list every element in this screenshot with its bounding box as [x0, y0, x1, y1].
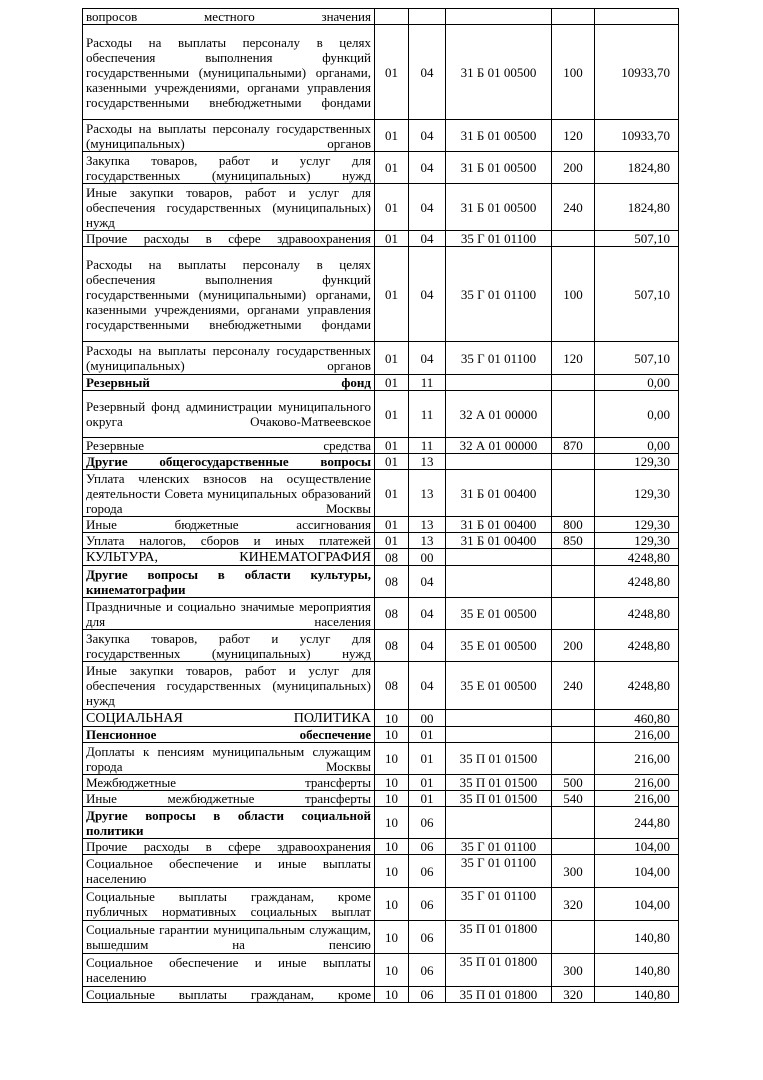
subsection-code-cell: 11 [409, 391, 446, 438]
name-cell: Уплата налогов, сборов и иных платежей [83, 533, 375, 549]
amount-cell: 129,30 [595, 470, 679, 517]
amount-cell: 140,80 [595, 921, 679, 954]
expense-type-cell [552, 231, 595, 247]
section-code-cell: 01 [375, 391, 409, 438]
amount-cell: 140,80 [595, 954, 679, 987]
amount-cell: 10933,70 [595, 120, 679, 152]
table-row [83, 120, 679, 152]
table-row [83, 533, 679, 549]
expense-type-cell: 240 [552, 662, 595, 710]
section-code-cell: 10 [375, 727, 409, 743]
name-cell: Иные межбюджетные трансферты [83, 791, 375, 807]
expense-type-cell [552, 470, 595, 517]
subsection-code-cell: 13 [409, 470, 446, 517]
table-row [83, 888, 679, 921]
target-article-cell: 35 Е 01 00500 [446, 598, 552, 630]
amount-cell: 140,80 [595, 987, 679, 1003]
subsection-code-cell: 04 [409, 152, 446, 184]
expense-type-cell: 200 [552, 152, 595, 184]
target-article-cell: 35 Г 01 01100 [446, 855, 552, 888]
name-cell: Уплата членских взносов на осуществление деятельности Совета муниципальных образований города Москвы [83, 470, 375, 517]
expense-type-cell: 320 [552, 987, 595, 1003]
table-row [83, 987, 679, 1003]
section-code-cell: 01 [375, 25, 409, 120]
target-article-cell [446, 9, 552, 25]
amount-cell: 507,10 [595, 247, 679, 342]
amount-cell: 104,00 [595, 839, 679, 855]
expense-type-cell: 300 [552, 855, 595, 888]
name-cell: Прочие расходы в сфере здравоохранения [83, 231, 375, 247]
subsection-code-cell: 01 [409, 743, 446, 775]
amount-cell: 104,00 [595, 888, 679, 921]
section-code-cell: 10 [375, 921, 409, 954]
amount-cell: 10933,70 [595, 25, 679, 120]
amount-cell: 244,80 [595, 807, 679, 839]
target-article-cell: 31 Б 01 00500 [446, 120, 552, 152]
subsection-code-cell: 01 [409, 791, 446, 807]
name-cell: Социальное обеспечение и иные выплаты населению [83, 954, 375, 987]
subsection-code-cell: 06 [409, 987, 446, 1003]
table-row [83, 921, 679, 954]
section-code-cell: 10 [375, 987, 409, 1003]
target-article-cell: 35 П 01 01800 [446, 921, 552, 954]
expense-type-cell [552, 598, 595, 630]
target-article-cell: 35 Г 01 01100 [446, 231, 552, 247]
budget-table-body [83, 9, 679, 1003]
subsection-code-cell: 01 [409, 727, 446, 743]
name-cell: Резервные средства [83, 438, 375, 454]
subsection-code-cell: 13 [409, 454, 446, 470]
section-code-cell: 01 [375, 454, 409, 470]
table-row [83, 184, 679, 231]
target-article-cell: 35 Г 01 01100 [446, 839, 552, 855]
name-cell: Другие общегосударственные вопросы [83, 454, 375, 470]
section-code-cell: 01 [375, 120, 409, 152]
name-cell: Расходы на выплаты персоналу государственных (муниципальных) органов [83, 120, 375, 152]
table-row [83, 438, 679, 454]
subsection-code-cell: 04 [409, 25, 446, 120]
expense-type-cell: 100 [552, 25, 595, 120]
name-cell: Социальное обеспечение и иные выплаты населению [83, 855, 375, 888]
target-article-cell [446, 566, 552, 598]
table-row [83, 710, 679, 727]
expense-type-cell [552, 727, 595, 743]
target-article-cell: 35 Е 01 00500 [446, 662, 552, 710]
expense-type-cell [552, 9, 595, 25]
amount-cell: 216,00 [595, 727, 679, 743]
target-article-cell: 35 П 01 01500 [446, 775, 552, 791]
expense-type-cell [552, 391, 595, 438]
name-cell: Другие вопросы в области культуры, кинематографии [83, 566, 375, 598]
expense-type-cell: 850 [552, 533, 595, 549]
section-code-cell: 01 [375, 152, 409, 184]
amount-cell: 129,30 [595, 517, 679, 533]
target-article-cell: 31 Б 01 00400 [446, 517, 552, 533]
section-code-cell: 08 [375, 598, 409, 630]
name-cell: Социальные выплаты гражданам, кроме публичных нормативных социальных выплат [83, 888, 375, 921]
target-article-cell: 35 Е 01 00500 [446, 630, 552, 662]
amount-cell: 216,00 [595, 791, 679, 807]
amount-cell: 1824,80 [595, 184, 679, 231]
expense-type-cell: 200 [552, 630, 595, 662]
table-row [83, 375, 679, 391]
amount-cell [595, 9, 679, 25]
table-row [83, 807, 679, 839]
subsection-code-cell: 04 [409, 231, 446, 247]
name-cell: СОЦИАЛЬНАЯ ПОЛИТИКА [83, 710, 375, 727]
table-row [83, 954, 679, 987]
name-cell: Праздничные и социально значимые мероприятия для населения [83, 598, 375, 630]
name-cell: Закупка товаров, работ и услуг для государственных (муниципальных) нужд [83, 152, 375, 184]
target-article-cell: 35 П 01 01500 [446, 743, 552, 775]
table-row [83, 855, 679, 888]
amount-cell: 216,00 [595, 775, 679, 791]
section-code-cell: 08 [375, 630, 409, 662]
amount-cell: 4248,80 [595, 549, 679, 566]
target-article-cell: 31 Б 01 00500 [446, 184, 552, 231]
subsection-code-cell: 04 [409, 120, 446, 152]
name-cell: Другие вопросы в области социальной политики [83, 807, 375, 839]
table-row [83, 839, 679, 855]
section-code-cell [375, 9, 409, 25]
target-article-cell: 35 Г 01 01100 [446, 888, 552, 921]
table-row [83, 549, 679, 566]
table-row [83, 775, 679, 791]
name-cell: Расходы на выплаты персоналу в целях обеспечения выполнения функций государственными (муниципальными) органами, казенными учреждениями, органами управления государственными внебюджетными фондами [83, 25, 375, 120]
table-row [83, 598, 679, 630]
section-code-cell: 10 [375, 839, 409, 855]
subsection-code-cell: 11 [409, 438, 446, 454]
expense-type-cell: 120 [552, 342, 595, 375]
table-row [83, 566, 679, 598]
expense-type-cell [552, 566, 595, 598]
name-cell: Прочие расходы в сфере здравоохранения [83, 839, 375, 855]
section-code-cell: 01 [375, 517, 409, 533]
section-code-cell: 10 [375, 775, 409, 791]
table-row [83, 454, 679, 470]
expense-type-cell [552, 839, 595, 855]
section-code-cell: 10 [375, 855, 409, 888]
table-row [83, 791, 679, 807]
name-cell: Резервный фонд администрации муниципального округа Очаково-Матвеевское [83, 391, 375, 438]
subsection-code-cell: 06 [409, 888, 446, 921]
table-row [83, 662, 679, 710]
name-cell: Межбюджетные трансферты [83, 775, 375, 791]
target-article-cell: 32 А 01 00000 [446, 391, 552, 438]
subsection-code-cell: 04 [409, 566, 446, 598]
section-code-cell: 10 [375, 791, 409, 807]
name-cell: Доплаты к пенсиям муниципальным служащим города Москвы [83, 743, 375, 775]
table-row [83, 727, 679, 743]
subsection-code-cell: 13 [409, 533, 446, 549]
subsection-code-cell: 04 [409, 598, 446, 630]
subsection-code-cell: 00 [409, 549, 446, 566]
section-code-cell: 10 [375, 743, 409, 775]
name-cell: Социальные гарантии муниципальным служащим, вышедшим на пенсию [83, 921, 375, 954]
section-code-cell: 08 [375, 566, 409, 598]
table-row [83, 247, 679, 342]
table-row [83, 25, 679, 120]
section-code-cell: 10 [375, 888, 409, 921]
name-cell: Резервный фонд [83, 375, 375, 391]
table-row [83, 630, 679, 662]
section-code-cell: 01 [375, 470, 409, 517]
subsection-code-cell: 11 [409, 375, 446, 391]
amount-cell: 4248,80 [595, 598, 679, 630]
section-code-cell: 01 [375, 231, 409, 247]
expense-type-cell: 500 [552, 775, 595, 791]
expense-type-cell: 120 [552, 120, 595, 152]
expense-type-cell [552, 743, 595, 775]
target-article-cell: 31 Б 01 00500 [446, 152, 552, 184]
subsection-code-cell: 06 [409, 954, 446, 987]
table-row [83, 391, 679, 438]
expense-type-cell: 540 [552, 791, 595, 807]
expense-type-cell: 320 [552, 888, 595, 921]
expense-type-cell [552, 807, 595, 839]
expense-type-cell: 800 [552, 517, 595, 533]
amount-cell: 0,00 [595, 375, 679, 391]
subsection-code-cell: 04 [409, 662, 446, 710]
name-cell: Расходы на выплаты персоналу в целях обеспечения выполнения функций государственными (муниципальными) органами, казенными учреждениями, органами управления государственными внебюджетными фондами [83, 247, 375, 342]
expense-type-cell: 300 [552, 954, 595, 987]
expense-type-cell [552, 549, 595, 566]
name-cell: Иные закупки товаров, работ и услуг для обеспечения государственных (муниципальных) нужд [83, 662, 375, 710]
table-row [83, 9, 679, 25]
table-row [83, 152, 679, 184]
amount-cell: 460,80 [595, 710, 679, 727]
section-code-cell: 01 [375, 184, 409, 231]
amount-cell: 4248,80 [595, 662, 679, 710]
section-code-cell: 01 [375, 438, 409, 454]
subsection-code-cell: 13 [409, 517, 446, 533]
expense-type-cell: 870 [552, 438, 595, 454]
name-cell: Иные закупки товаров, работ и услуг для обеспечения государственных (муниципальных) нужд [83, 184, 375, 231]
section-code-cell: 10 [375, 710, 409, 727]
amount-cell: 0,00 [595, 438, 679, 454]
expense-type-cell [552, 375, 595, 391]
subsection-code-cell: 04 [409, 342, 446, 375]
section-code-cell: 08 [375, 662, 409, 710]
amount-cell: 4248,80 [595, 630, 679, 662]
subsection-code-cell: 06 [409, 839, 446, 855]
subsection-code-cell: 04 [409, 630, 446, 662]
section-code-cell: 10 [375, 954, 409, 987]
subsection-code-cell: 04 [409, 184, 446, 231]
subsection-code-cell: 06 [409, 855, 446, 888]
target-article-cell: 35 Г 01 01100 [446, 342, 552, 375]
name-cell: Социальные выплаты гражданам, кроме [83, 987, 375, 1003]
amount-cell: 0,00 [595, 391, 679, 438]
target-article-cell: 35 П 01 01800 [446, 954, 552, 987]
expense-type-cell: 240 [552, 184, 595, 231]
subsection-code-cell: 06 [409, 921, 446, 954]
subsection-code-cell [409, 9, 446, 25]
name-cell: Иные бюджетные ассигнования [83, 517, 375, 533]
amount-cell: 1824,80 [595, 152, 679, 184]
table-row [83, 743, 679, 775]
section-code-cell: 10 [375, 807, 409, 839]
section-code-cell: 08 [375, 549, 409, 566]
name-cell: Пенсионное обеспечение [83, 727, 375, 743]
target-article-cell [446, 454, 552, 470]
amount-cell: 104,00 [595, 855, 679, 888]
name-cell: КУЛЬТУРА, КИНЕМАТОГРАФИЯ [83, 549, 375, 566]
subsection-code-cell: 01 [409, 775, 446, 791]
subsection-code-cell: 06 [409, 807, 446, 839]
section-code-cell: 01 [375, 533, 409, 549]
target-article-cell [446, 710, 552, 727]
subsection-code-cell: 00 [409, 710, 446, 727]
amount-cell: 507,10 [595, 231, 679, 247]
name-cell: Закупка товаров, работ и услуг для государственных (муниципальных) нужд [83, 630, 375, 662]
target-article-cell: 35 П 01 01500 [446, 791, 552, 807]
table-row [83, 517, 679, 533]
target-article-cell [446, 727, 552, 743]
section-code-cell: 01 [375, 247, 409, 342]
target-article-cell: 35 Г 01 01100 [446, 247, 552, 342]
section-code-cell: 01 [375, 342, 409, 375]
expense-type-cell [552, 921, 595, 954]
table-row [83, 342, 679, 375]
budget-table [82, 8, 679, 1003]
target-article-cell [446, 549, 552, 566]
target-article-cell: 35 П 01 01800 [446, 987, 552, 1003]
target-article-cell: 31 Б 01 00400 [446, 470, 552, 517]
section-code-cell: 01 [375, 375, 409, 391]
amount-cell: 507,10 [595, 342, 679, 375]
expense-type-cell [552, 454, 595, 470]
expense-type-cell [552, 710, 595, 727]
amount-cell: 4248,80 [595, 566, 679, 598]
target-article-cell [446, 807, 552, 839]
amount-cell: 129,30 [595, 454, 679, 470]
name-cell: вопросов местного значения [83, 9, 375, 25]
table-row [83, 231, 679, 247]
target-article-cell: 32 А 01 00000 [446, 438, 552, 454]
name-cell: Расходы на выплаты персоналу государственных (муниципальных) органов [83, 342, 375, 375]
amount-cell: 129,30 [595, 533, 679, 549]
target-article-cell [446, 375, 552, 391]
target-article-cell: 31 Б 01 00400 [446, 533, 552, 549]
expense-type-cell: 100 [552, 247, 595, 342]
table-row [83, 470, 679, 517]
target-article-cell: 31 Б 01 00500 [446, 25, 552, 120]
amount-cell: 216,00 [595, 743, 679, 775]
subsection-code-cell: 04 [409, 247, 446, 342]
